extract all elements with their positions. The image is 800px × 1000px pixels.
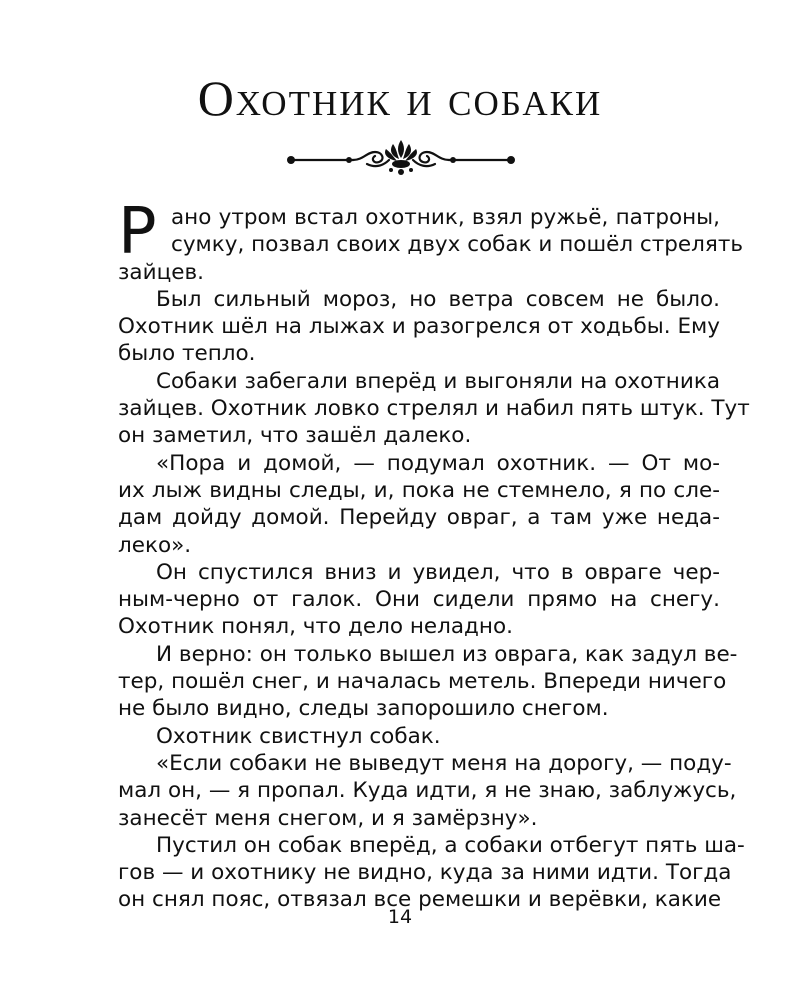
text-line: их лыж видны следы, и, пока не стемнело, я по сле- — [118, 477, 720, 503]
body-text — [118, 204, 750, 914]
text-line: он заметил, что зашёл далеко. — [118, 423, 472, 449]
text-line: гов — и охотнику не видно, куда за ними идти. Тогда — [118, 860, 732, 886]
text-line: «Пора и домой, — подумал охотник. — От мо- — [156, 450, 720, 476]
text-line: И верно: он только вышел из оврага, как задул ве- — [156, 641, 738, 667]
text-line: Пустил он собак вперёд, а собаки отбегут пять ша- — [156, 832, 745, 858]
drop-cap: Р — [118, 195, 157, 269]
text-line: не было видно, следы запорошило снегом. — [118, 696, 609, 722]
text-line: Охотник шёл на лыжах и разогрелся от ходьбы. Ему — [118, 314, 720, 340]
text-line: он снял пояс, отвязал все ремешки и верёвки, какие — [118, 887, 722, 913]
text-line: дам дойду домой. Перейду овраг, а там уже неда- — [118, 505, 720, 531]
text-line: тер, пошёл снег, и началась метель. Впереди ничего — [118, 669, 727, 695]
text-line: было тепло. — [118, 341, 256, 367]
ornament-divider-icon — [283, 134, 519, 178]
text-line: ано утром встал охотник, взял ружьё, патроны, — [171, 205, 720, 230]
text-line: зайцев. — [118, 259, 204, 285]
text-line: Охотник свистнул собак. — [156, 723, 441, 749]
text-line: «Если собаки не выведут меня на дорогу, — поду- — [156, 750, 732, 776]
text-line: занесёт меня снегом, и я замёрзну». — [118, 805, 538, 831]
text-line: ным-черно от галок. Они сидели прямо на снегу. — [118, 587, 720, 613]
chapter-title: Охотник и собаки — [197, 70, 603, 126]
text-line: Он спустился вниз и увидел, что в овраге чер- — [156, 559, 720, 585]
text-line: мал он, — я пропал. Куда идти, я не знаю, заблужусь, — [118, 778, 737, 804]
text-line: Охотник понял, что дело неладно. — [118, 614, 513, 640]
text-line: сумку, позвал своих двух собак и пошёл стрелять — [171, 232, 744, 258]
text-line: Был сильный мороз, но ветра совсем не было. — [156, 286, 720, 312]
text-line: леко». — [118, 532, 192, 558]
text-line: Собаки забегали вперёд и выгоняли на охотника — [156, 368, 720, 394]
page-number: 14 — [387, 906, 413, 928]
text-line: зайцев. Охотник ловко стрелял и набил пять штук. Тут — [118, 396, 750, 422]
